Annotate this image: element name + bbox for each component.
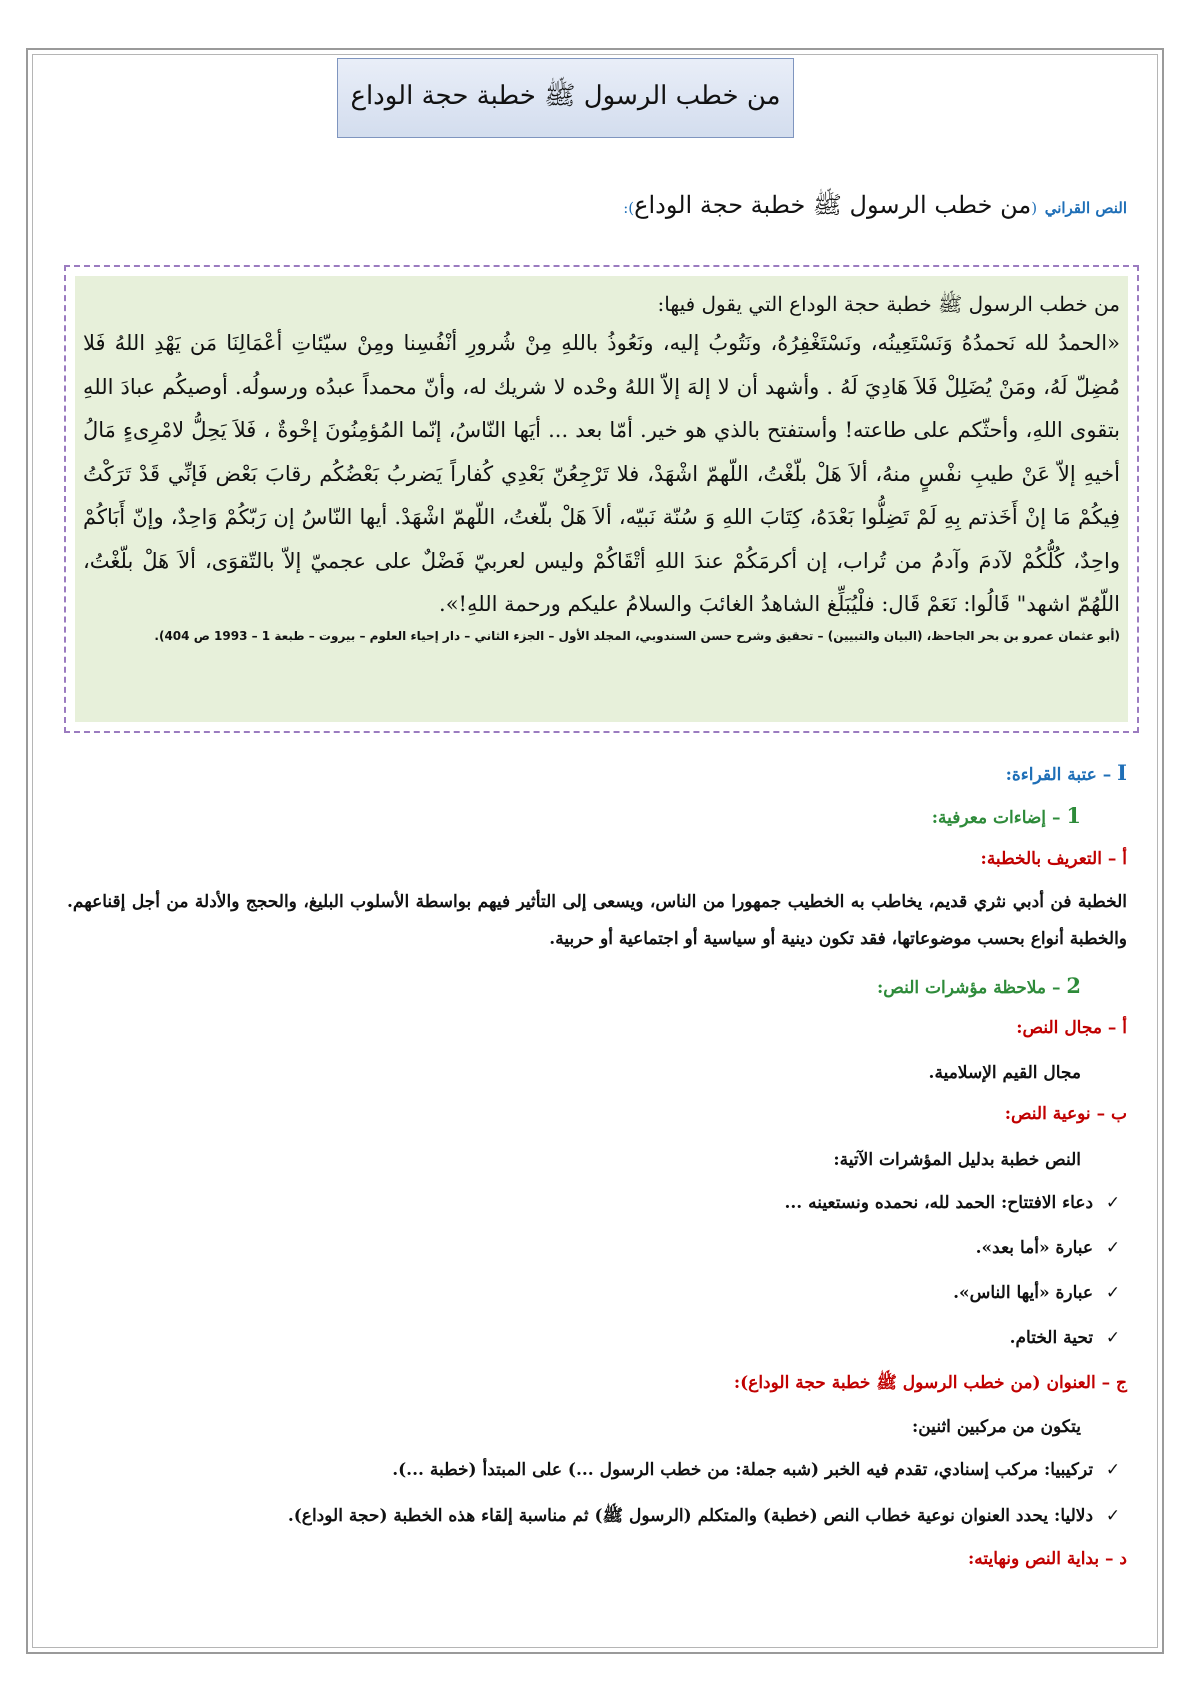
- definition-paragraph: الخطبة فن أدبي نثري قديم، يخاطب به الخطيب جمهورا من الناس، ويسعى إلى التأثير فيهم بواسطة الأسلوب البليغ، والحجج والأدلة من أجل إقناعهم. والخطبة أنواع بحسب موضوعاتها، فقد تكون دينية أو سياسية أو اجتماعية أو حربية.: [67, 892, 1127, 949]
- quoted-text-content: [75, 276, 1128, 722]
- check-item-text: دعاء الافتتاح: الحمد لله، نحمده ونستعينه ...: [784, 1193, 1094, 1213]
- item-heading-domain: أ – مجال النص:: [1016, 1018, 1127, 1038]
- domain-value: مجال القيم الإسلامية.: [928, 1063, 1081, 1083]
- subsection-label: – إضاءات معرفية:: [931, 808, 1061, 828]
- item-heading-definition: أ – التعريف بالخطبة:: [980, 849, 1127, 869]
- check-item-text: عبارة «أيها الناس».: [953, 1283, 1094, 1303]
- subsection-label: – ملاحظة مؤشرات النص:: [877, 978, 1061, 998]
- check-icon: ✓: [1105, 1238, 1121, 1258]
- check-icon: ✓: [1105, 1283, 1121, 1303]
- type-intro: النص خطبة بدليل المؤشرات الآتية:: [833, 1150, 1081, 1170]
- text-heading: [623, 190, 1127, 225]
- item-heading-title: ج – العنوان (من خطب الرسول ﷺ خطبة حجة الوداع):: [733, 1373, 1127, 1393]
- section-number: I: [1117, 760, 1127, 785]
- quoted-text-body: «الحمدُ لله نَحمدُهُ وَنَسْتَعِينُه، ونَسْتَغْفِرُهُ، ونَتُوبُ إليه، ونَعُوذُ باللهِ مِنْ شُرورِ أنْفُسِنا ومِنْ سيّئاتِ أعْمَالِنَا مَن يَهْدِ اللهُ فَلا مُضِلّ لَهُ، ومَنْ يُضَلِلْ فَلاَ هَادِيَ لَهُ . وأشهد أن لا إلهَ إلاّ اللهُ وحْده لا شريك له، وأنّ محمداً عبدُه ورسولُه. أوصيكُم عبادَ اللهِ بتقوى اللهِ، وأحثّكم على طاعته! وأستفتح بالذي هو خير. أمّا بعد ... أيَها النّاسُ، إنّما المُؤمِنُونَ إخْوةٌ ، فَلاَ يَحِلُّ لامْرِىءٍ مَالُ أخيهِ إلاّ عَنْ طيبِ نفْسٍ منهُ، ألاَ هَلْ بلّغْتُ، اللّهمّ اشْهَدْ، فلا تَرْجِعُنّ بَعْدِي كُفاراً يَضربُ بَعْضُكُم رقابَ بَعْض فَإنِّي قَدْ تَرَكْتُ فِيكُمْ مَا إنْ أَخَذتم بِهِ لَمْ تَضِلُّوا بَعْدَهُ، كِتَابَ اللهِ وَ سُنّة نَبيّه، ألاَ هَلْ بلّغتُ، اللّهمّ اشْهَدْ. أيها النّاسُ إن رَبّكُمْ وَاحِدٌ، وإنّ أَبَاكُمْ واحِدٌ، كُلُّكُمْ لآدمَ وآدمُ من تُراب، إن أكرمَكُمْ عندَ اللهِ أتْقَاكُمْ وليس لعربيّ فَضْلٌ على عجميّ إلاّ بالتّقوَى، ألاَ هَلْ بلّغْتُ، اللّهُمّ اشهد" قَالُوا: نَعَمْ قَال: فلْيُبَلِّغ الشاهدُ الغائبَ والسلامُ عليكم ورحمة اللهِ!».: [83, 331, 1120, 616]
- check-item: [976, 1238, 1127, 1258]
- check-icon: ✓: [1105, 1328, 1121, 1348]
- text-heading-title: من خطب الرسول ﷺ خطبة حجة الوداع: [634, 191, 1032, 219]
- check-item: [288, 1505, 1127, 1530]
- text-heading-paren-open: (: [1031, 199, 1038, 217]
- item-heading-beginning-end: د – بداية النص ونهايته:: [967, 1549, 1127, 1569]
- check-item: [784, 1193, 1127, 1213]
- subsection-heading-indicators: [877, 973, 1081, 998]
- text-heading-label: النص القراني: [1044, 199, 1127, 217]
- check-item-text: تحية الختام.: [1009, 1328, 1094, 1348]
- section-heading-reading-threshold: [1006, 760, 1127, 785]
- subsection-number: 2: [1066, 973, 1081, 998]
- quoted-text-box: [64, 265, 1139, 733]
- quoted-text-intro: من خطب الرسول ﷺ خطبة حجة الوداع التي يقول فيها:: [657, 292, 1120, 316]
- check-item: [392, 1460, 1127, 1480]
- check-icon: ✓: [1105, 1506, 1121, 1526]
- text-heading-paren-close: ):: [623, 199, 635, 217]
- check-icon: ✓: [1105, 1460, 1121, 1480]
- check-item-text: عبارة «أما بعد».: [975, 1238, 1094, 1258]
- page-title: من خطب الرسول ﷺ خطبة حجة الوداع: [337, 58, 794, 138]
- item-heading-type: ب – نوعية النص:: [1004, 1104, 1127, 1124]
- quoted-text-source: (أبو عثمان عمرو بن بحر الجاحظ، (البيان والتبيين) – تحقيق وشرح حسن السندوبي، المجلد الأول – الجزء الثاني – دار إحياء العلوم – بيروت – طبعة 1 – 1993 ص 404).: [154, 628, 1120, 643]
- subsection-number: 1: [1066, 803, 1081, 828]
- section-label: – عتبة القراءة:: [1005, 765, 1112, 785]
- check-icon: ✓: [1105, 1193, 1121, 1213]
- check-item-text: تركيبيا: مركب إسنادي، تقدم فيه الخبر (شبه جملة: من خطب الرسول ...) على المبتدأ (خطبة ...).: [392, 1460, 1094, 1480]
- title-intro: يتكون من مركبين اثنين:: [911, 1417, 1081, 1437]
- check-item: [953, 1283, 1127, 1303]
- check-item-text: دلاليا: يحدد العنوان نوعية خطاب النص (خطبة) والمتكلم (الرسول ﷺ) ثم مناسبة إلقاء هذه الخطبة (حجة الوداع).: [287, 1506, 1094, 1526]
- check-item: [1010, 1328, 1127, 1348]
- subsection-heading-knowledge: [932, 803, 1081, 828]
